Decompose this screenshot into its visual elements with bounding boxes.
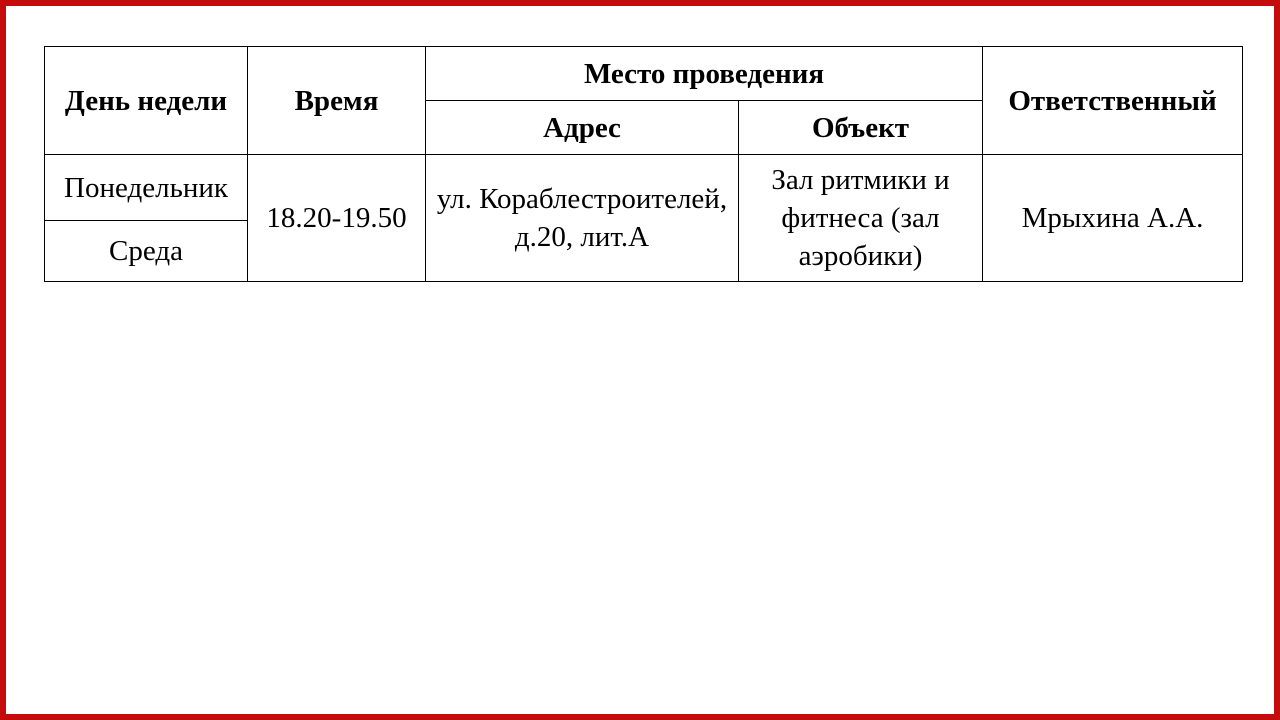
responsible-cell: Мрыхина А.А. xyxy=(983,155,1243,282)
object-cell: Зал ритмики и фитнеса (зал аэробики) xyxy=(739,155,983,282)
header-row-top xyxy=(45,47,1243,101)
header-object: Объект xyxy=(739,101,983,155)
day-cell: Понедельник xyxy=(45,155,248,221)
header-location-group: Место проведения xyxy=(426,47,983,101)
table-row xyxy=(45,155,1243,221)
address-cell: ул. Кораблестроителей, д.20, лит.А xyxy=(426,155,739,282)
schedule-table xyxy=(44,46,1243,282)
day-cell: Среда xyxy=(45,221,248,282)
header-address: Адрес xyxy=(426,101,739,155)
header-time: Время xyxy=(248,47,426,155)
header-responsible: Ответственный xyxy=(983,47,1243,155)
header-day: День недели xyxy=(45,47,248,155)
time-cell: 18.20-19.50 xyxy=(248,155,426,282)
